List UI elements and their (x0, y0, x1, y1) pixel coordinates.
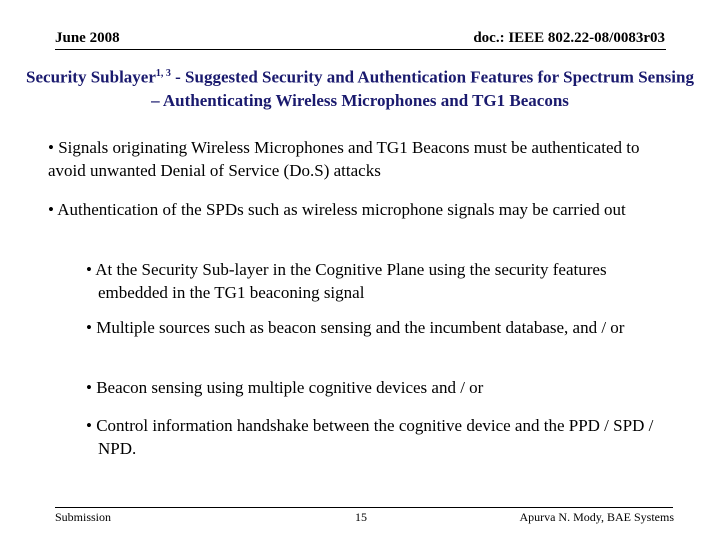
sub-bullet-4: • Control information handshake between the cognitive device and the PPD / SPD / NPD. (86, 416, 654, 458)
footer-submission: Submission (55, 510, 112, 524)
slide-title (20, 62, 700, 112)
footer-divider (55, 507, 673, 508)
title-superscript: 1, 3 (155, 68, 171, 79)
title-part-2: - Suggested Security and Authentication Features for Spectrum Sensing – Authenticating Wireless Microphones and TG1 Beacons (151, 67, 694, 110)
header-date: June 2008 (55, 30, 120, 46)
header-doc-number: doc.: IEEE 802.22-08/0083r03 (473, 30, 665, 46)
page-number: 15 (355, 510, 367, 524)
header-divider (55, 49, 666, 50)
sub-bullet-3: • Beacon sensing using multiple cognitive devices and / or (86, 378, 484, 397)
sub-bullet-2: • Multiple sources such as beacon sensing and the incumbent database, and / or (86, 318, 625, 337)
bullet-2: • Authentication of the SPDs such as wireless microphone signals may be carried out (48, 200, 626, 219)
sub-bullet-1: • At the Security Sub-layer in the Cognitive Plane using the security features embedded in the TG1 beaconing signal (86, 260, 607, 302)
bullet-1: • Signals originating Wireless Microphones and TG1 Beacons must be authenticated to avoid unwanted Denial of Service (Do.S) attacks (48, 138, 640, 180)
footer-author: Apurva N. Mody, BAE Systems (519, 510, 674, 524)
title-part-1: Security Sublayer (26, 67, 156, 87)
